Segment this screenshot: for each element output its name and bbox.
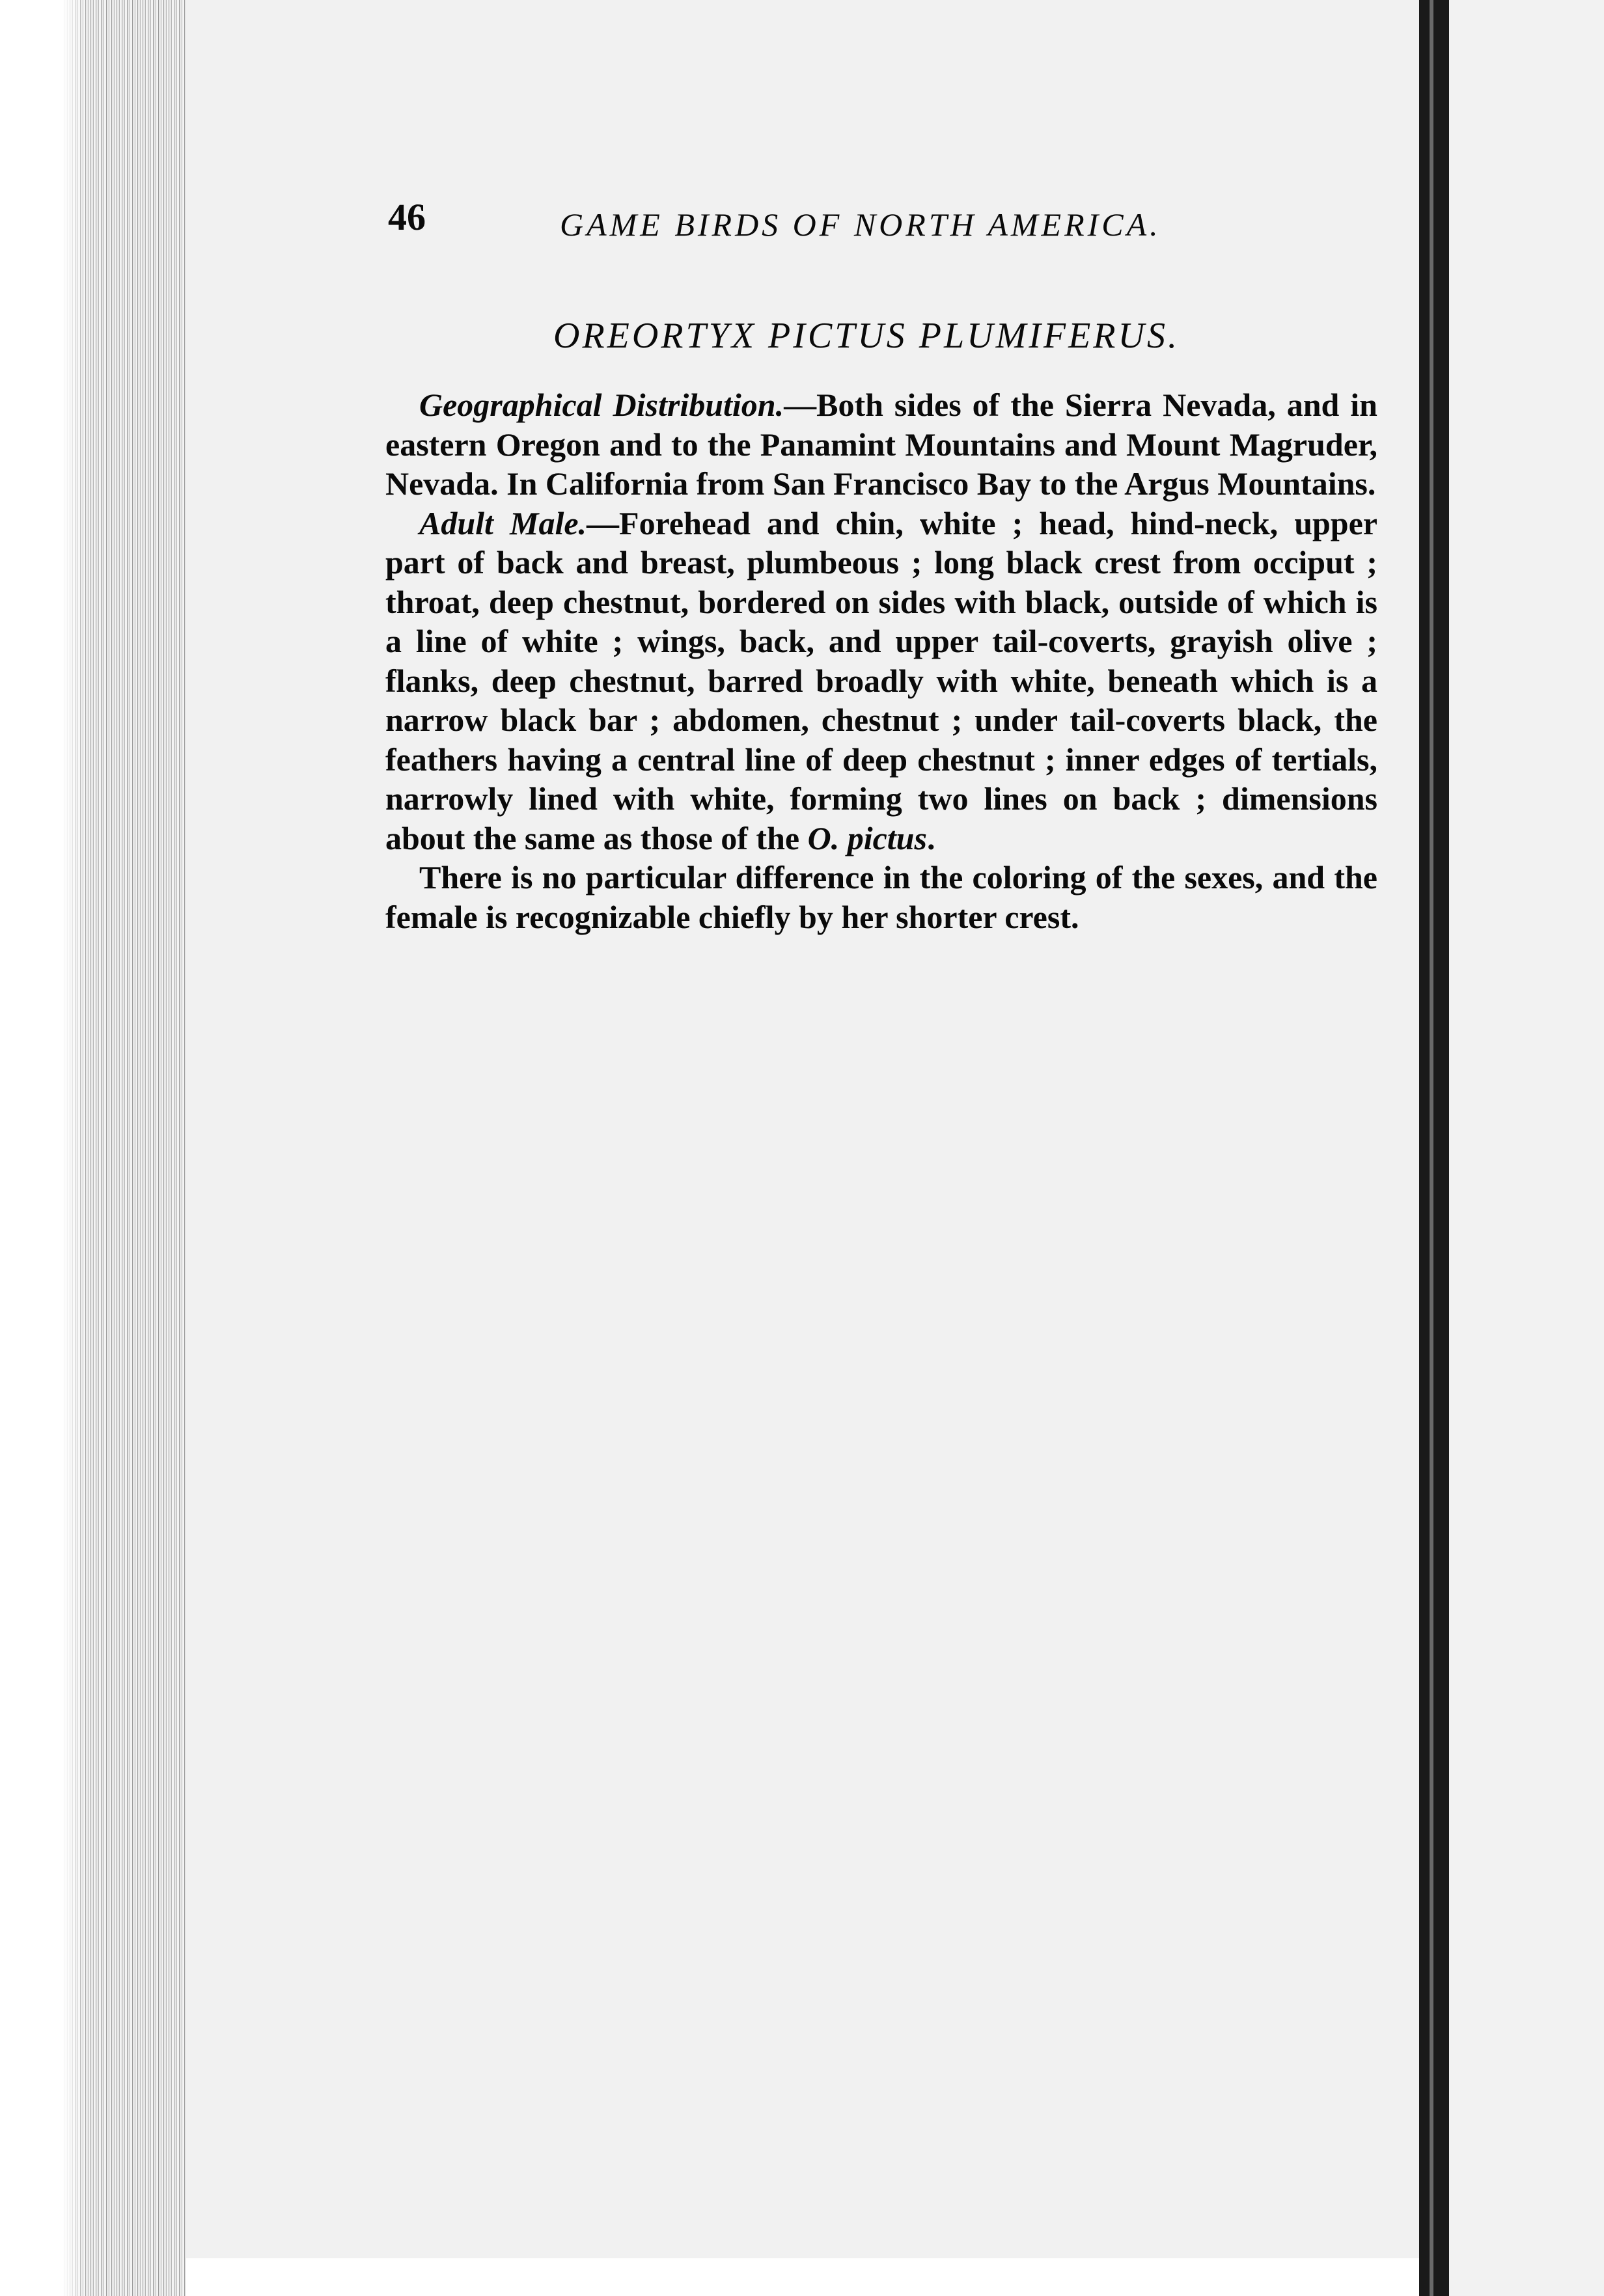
gutter-highlight <box>1430 0 1433 2296</box>
facing-page-edge <box>1449 0 1604 2296</box>
page-bottom-strip <box>186 2258 1419 2296</box>
paragraph-lead: Adult Male. <box>419 504 587 541</box>
page-number: 46 <box>388 196 426 238</box>
paragraph-adult-male <box>385 504 1377 858</box>
body-text <box>385 385 1377 936</box>
page-edges-fade <box>62 0 89 2296</box>
paragraph-text: —Both sides of the Sierra Nevada, and in eastern Oregon and to the Panamint Mountains and Mount Magruder, Nevada. In California from San Francisco Bay to the Argus Mountains. <box>385 387 1377 502</box>
book-gutter <box>1419 0 1449 2296</box>
paragraph-text: —Forehead and chin, white ; head, hind-neck, upper part of back and breast, plumbeous ; long black crest from occiput ; throat, deep chestnut, bordered on sides with black, outside of which is a line of white ; wings, back, and upper tail-coverts, grayish olive ; flanks, deep chestnut, barred broadly with white, beneath which is a narrow black bar ; abdomen, chestnut ; under tail-coverts black, the feathers having a central line of deep chestnut ; inner edges of tertials, narrowly lined with white, forming two lines on back ; dimensions about the same as those of the <box>385 504 1377 856</box>
paragraph-distribution <box>385 385 1377 504</box>
paragraph-sexes <box>385 858 1377 936</box>
species-title: OREORTYX PICTUS PLUMIFERUS. <box>553 316 1180 356</box>
paragraph-text: There is no particular difference in the coloring of the sexes, and the female is recognizable chiefly by her shorter crest. <box>385 859 1377 935</box>
running-head: GAME BIRDS OF NORTH AMERICA. <box>560 206 1161 243</box>
species-reference: O. pictus <box>807 819 927 856</box>
paragraph-end: . <box>926 819 935 856</box>
paragraph-lead: Geographical Distribution. <box>419 387 784 423</box>
